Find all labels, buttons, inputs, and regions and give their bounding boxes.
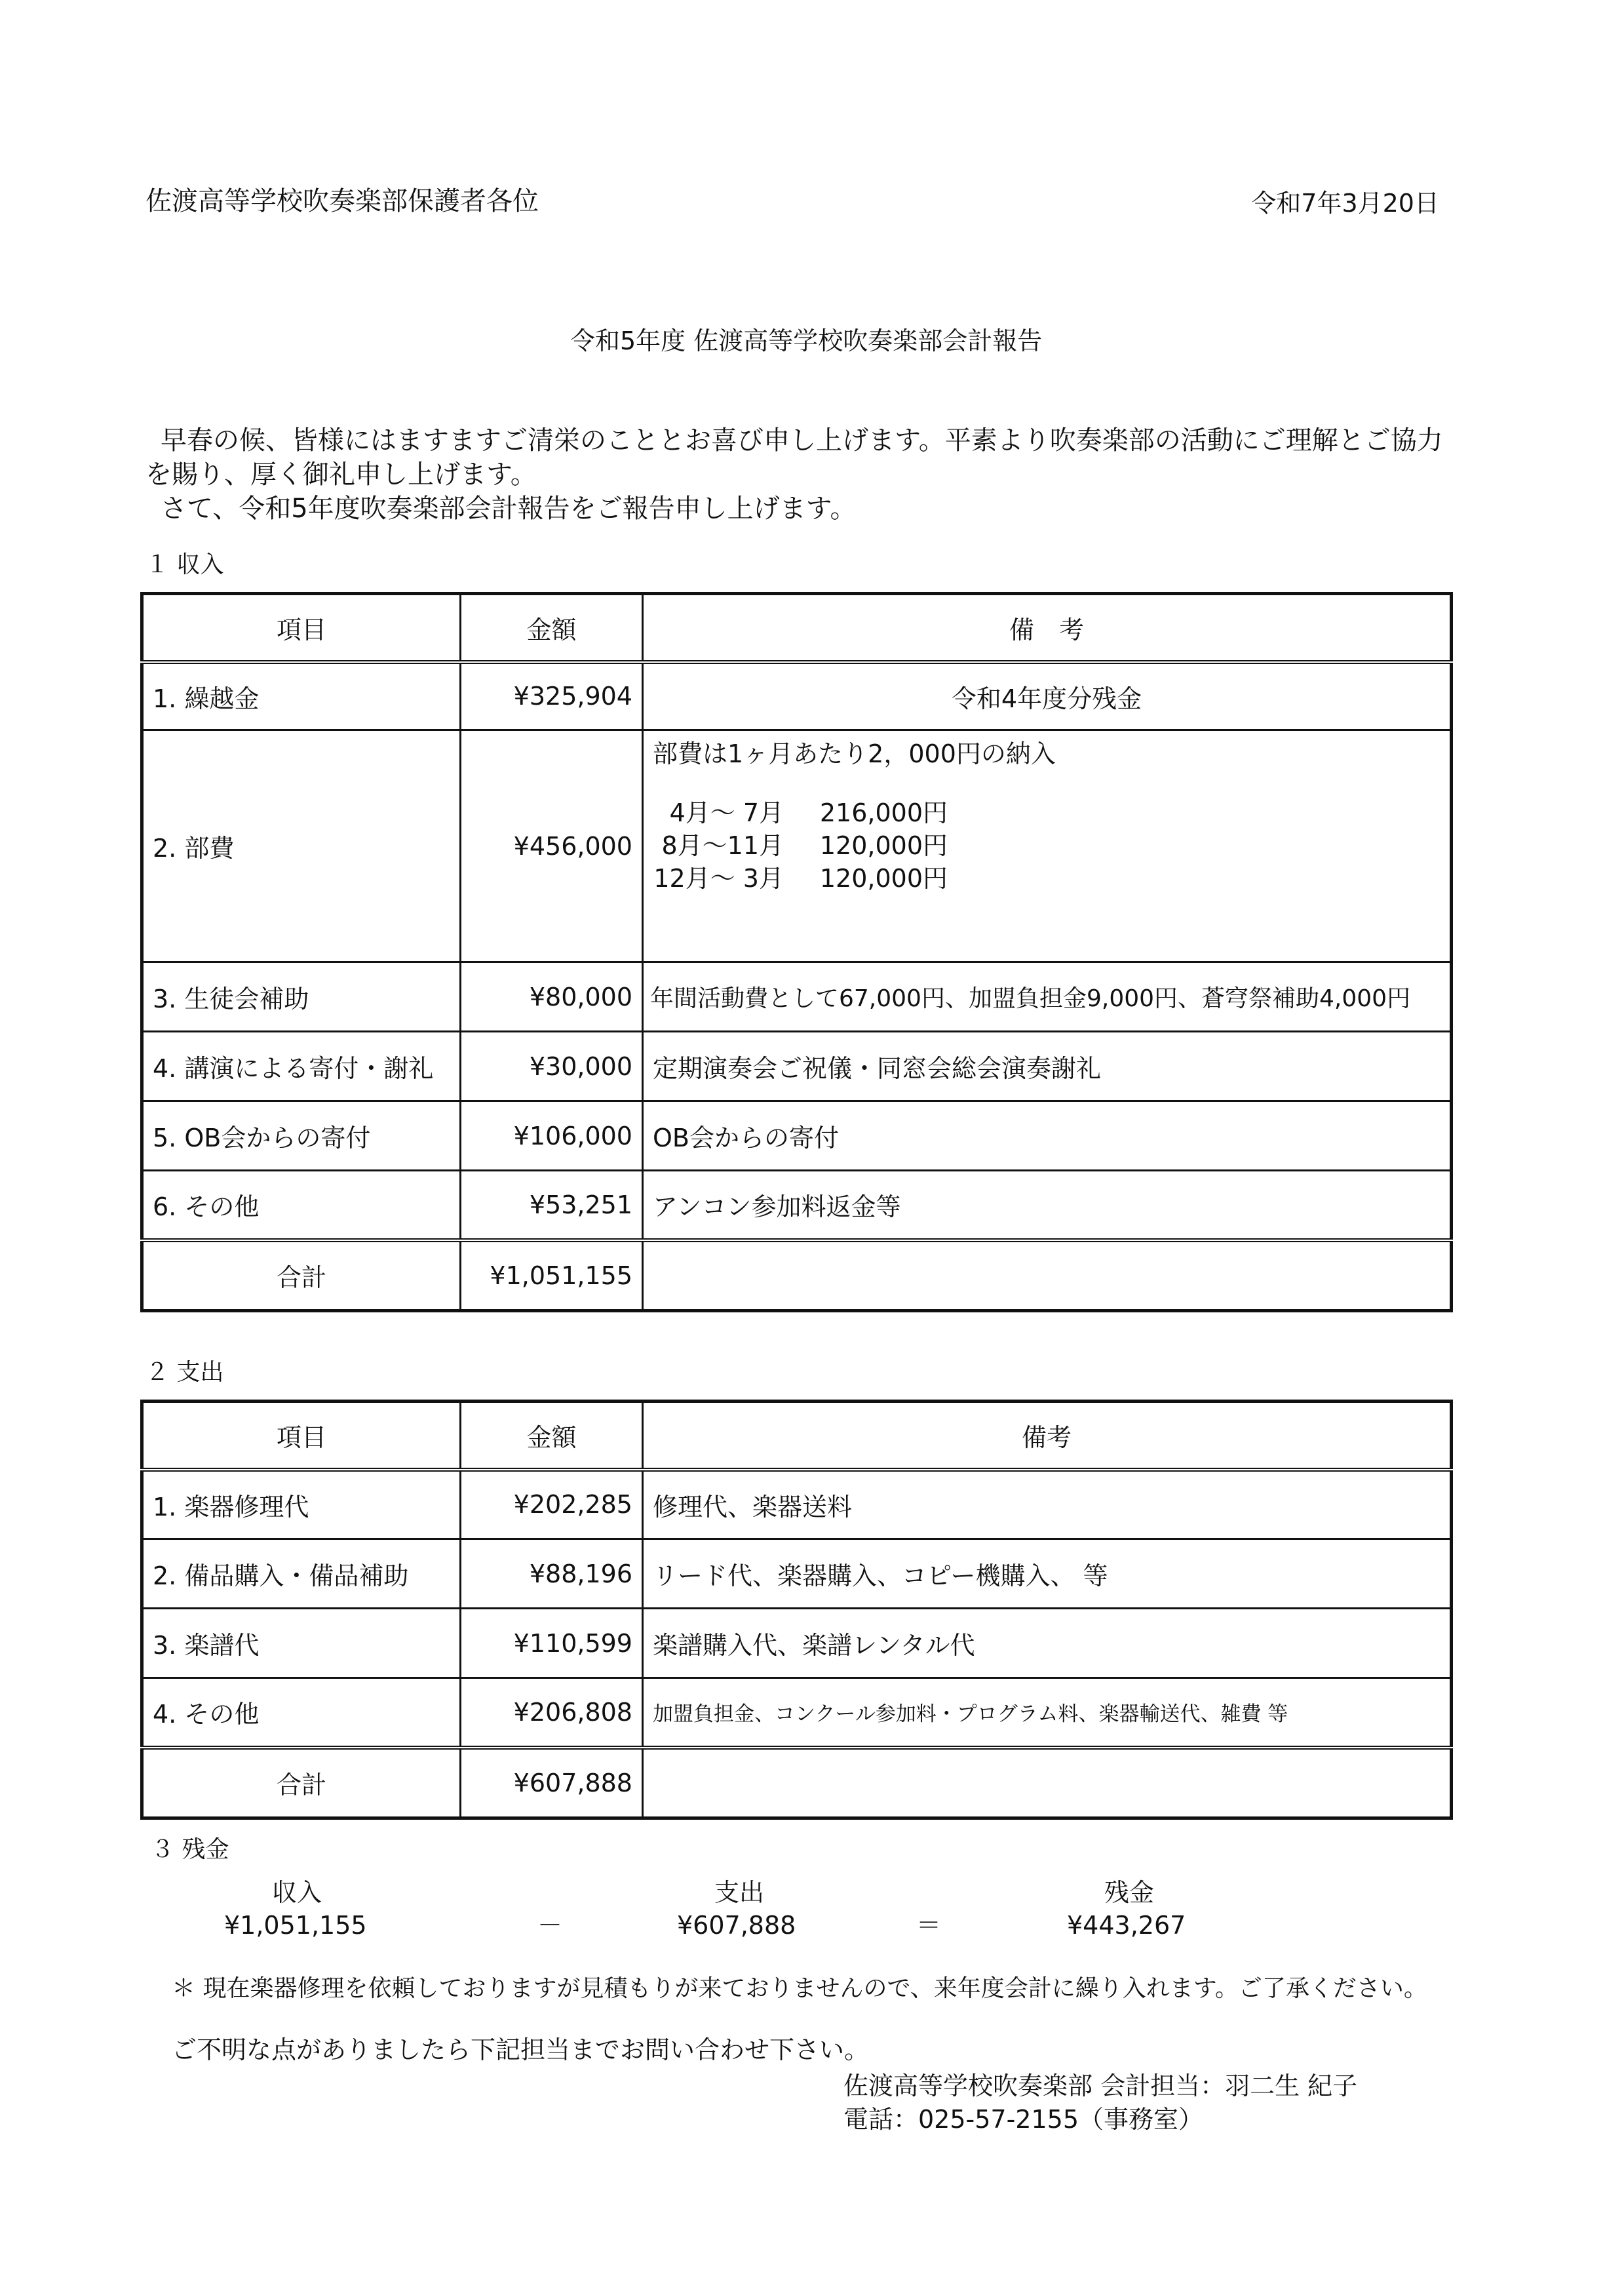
expense-total-row [142,1748,1452,1818]
income-item: 3. 生徒会補助 [142,962,461,1032]
intro-line-1: 早春の候、皆様にはますますご清栄のこととお喜び申し上げます。平素より吹奏楽部の活動にご理解とご協力 [161,425,1443,456]
dues-amount: 120,000円 [819,864,948,893]
table-row [142,1539,1452,1609]
balance-heading: ３ 残金 [151,1836,229,1863]
expense-amount: ¥202,285 [461,1470,643,1539]
phone: 電話：025-57-2155（事務室） [843,2105,1204,2134]
inquiry-text: ご不明な点がありましたら下記担当までお問い合わせ下さい。 [172,2035,870,2064]
dues-period: 12月～ 3月 [653,864,784,893]
table-row [142,730,1452,962]
income-amount: ¥325,904 [461,662,643,730]
table-row [142,1609,1452,1678]
income-note: 定期演奏会ご祝儀・同窓会総会演奏謝礼 [643,1032,1452,1101]
income-heading: １ 収入 [145,551,224,578]
income-table [140,592,1453,1312]
income-note-dues [643,730,1452,962]
expense-table [140,1400,1453,1820]
expense-item: 4. その他 [142,1678,461,1748]
balance-remaining-value: ¥443,267 [1067,1911,1186,1940]
dues-amount: 216,000円 [819,798,948,827]
expense-col-note: 備考 [643,1402,1452,1470]
dues-breakdown-row [653,862,1440,895]
balance-income-value: ¥1,051,155 [224,1911,367,1940]
balance-remaining-label: 残金 [1104,1878,1155,1907]
expense-note: 加盟負担金、コンクール参加料・プログラム料、楽器輸送代、雑費 等 [643,1678,1452,1748]
income-amount: ¥456,000 [461,730,643,962]
expense-amount: ¥88,196 [461,1539,643,1609]
footnote: ＊ 現在楽器修理を依頼しておりますが見積もりが来ておりませんので、来年度会計に繰り入れます。ご了承ください。 [172,1975,1427,2002]
table-row [142,1032,1452,1101]
dues-period: 8月～11月 [661,831,784,860]
table-row [142,1470,1452,1539]
page-title: 令和5年度 佐渡高等学校吹奏楽部会計報告 [570,326,1043,355]
income-col-amount: 金額 [461,594,643,662]
expense-header-row [142,1402,1452,1470]
income-item: 4. 講演による寄付・謝礼 [142,1032,461,1101]
dues-period: 4月～ 7月 [669,798,784,827]
expense-amount: ¥206,808 [461,1678,643,1748]
expense-col-amount: 金額 [461,1402,643,1470]
income-col-item: 項目 [142,594,461,662]
income-item: 5. OB会からの寄付 [142,1101,461,1171]
equals-sign: ＝ [916,1911,942,1940]
income-amount: ¥80,000 [461,962,643,1032]
expense-note: 楽譜購入代、楽譜レンタル代 [643,1609,1452,1678]
expense-note: 修理代、楽器送料 [643,1470,1452,1539]
income-item: 1. 繰越金 [142,662,461,730]
income-item: 2. 部費 [142,730,461,962]
balance-expense-value: ¥607,888 [677,1911,796,1940]
dues-breakdown-row [653,796,1440,829]
expense-note: リード代、楽器購入、コピー機購入、 等 [643,1539,1452,1609]
table-row [142,1101,1452,1171]
expense-col-item: 項目 [142,1402,461,1470]
dues-amount: 120,000円 [819,831,948,860]
expense-item: 3. 楽譜代 [142,1609,461,1678]
income-note: OB会からの寄付 [643,1101,1452,1171]
income-note: 令和4年度分残金 [643,662,1452,730]
dues-description: 部費は1ヶ月あたり2，000円の納入 [653,739,1056,768]
signature: 佐渡高等学校吹奏楽部 会計担当：羽二生 紀子 [843,2071,1358,2100]
income-note: アンコン参加料返金等 [643,1171,1452,1240]
expense-heading: ２ 支出 [145,1359,224,1386]
income-amount: ¥106,000 [461,1101,643,1171]
expense-total-label: 合計 [142,1748,461,1818]
table-row [142,662,1452,730]
income-amount: ¥30,000 [461,1032,643,1101]
expense-item: 2. 備品購入・備品補助 [142,1539,461,1609]
income-total-note [643,1240,1452,1311]
income-amount: ¥53,251 [461,1171,643,1240]
expense-total-note [643,1748,1452,1818]
income-note: 年間活動費として67,000円、加盟負担金9,000円、蒼穹祭補助4,000円 [643,962,1452,1032]
report-date: 令和7年3月20日 [1251,189,1439,218]
income-item: 6. その他 [142,1171,461,1240]
table-row [142,1171,1452,1240]
recipient: 佐渡高等学校吹奏楽部保護者各位 [145,186,539,216]
income-total-amount: ¥1,051,155 [461,1240,643,1311]
income-col-note: 備 考 [643,594,1452,662]
balance-expense-label: 支出 [714,1878,765,1907]
balance-income-label: 収入 [272,1878,322,1907]
expense-item: 1. 楽器修理代 [142,1470,461,1539]
minus-sign: － [537,1911,563,1940]
intro-line-2: を賜り、厚く御礼申し上げます。 [145,460,537,490]
table-row [142,962,1452,1032]
income-header-row [142,594,1452,662]
income-total-row [142,1240,1452,1311]
table-row [142,1678,1452,1748]
expense-amount: ¥110,599 [461,1609,643,1678]
dues-breakdown-row [653,829,1440,862]
expense-total-amount: ¥607,888 [461,1748,643,1818]
intro-line-3: さて、令和5年度吹奏楽部会計報告をご報告申し上げます。 [161,494,857,524]
income-total-label: 合計 [142,1240,461,1311]
